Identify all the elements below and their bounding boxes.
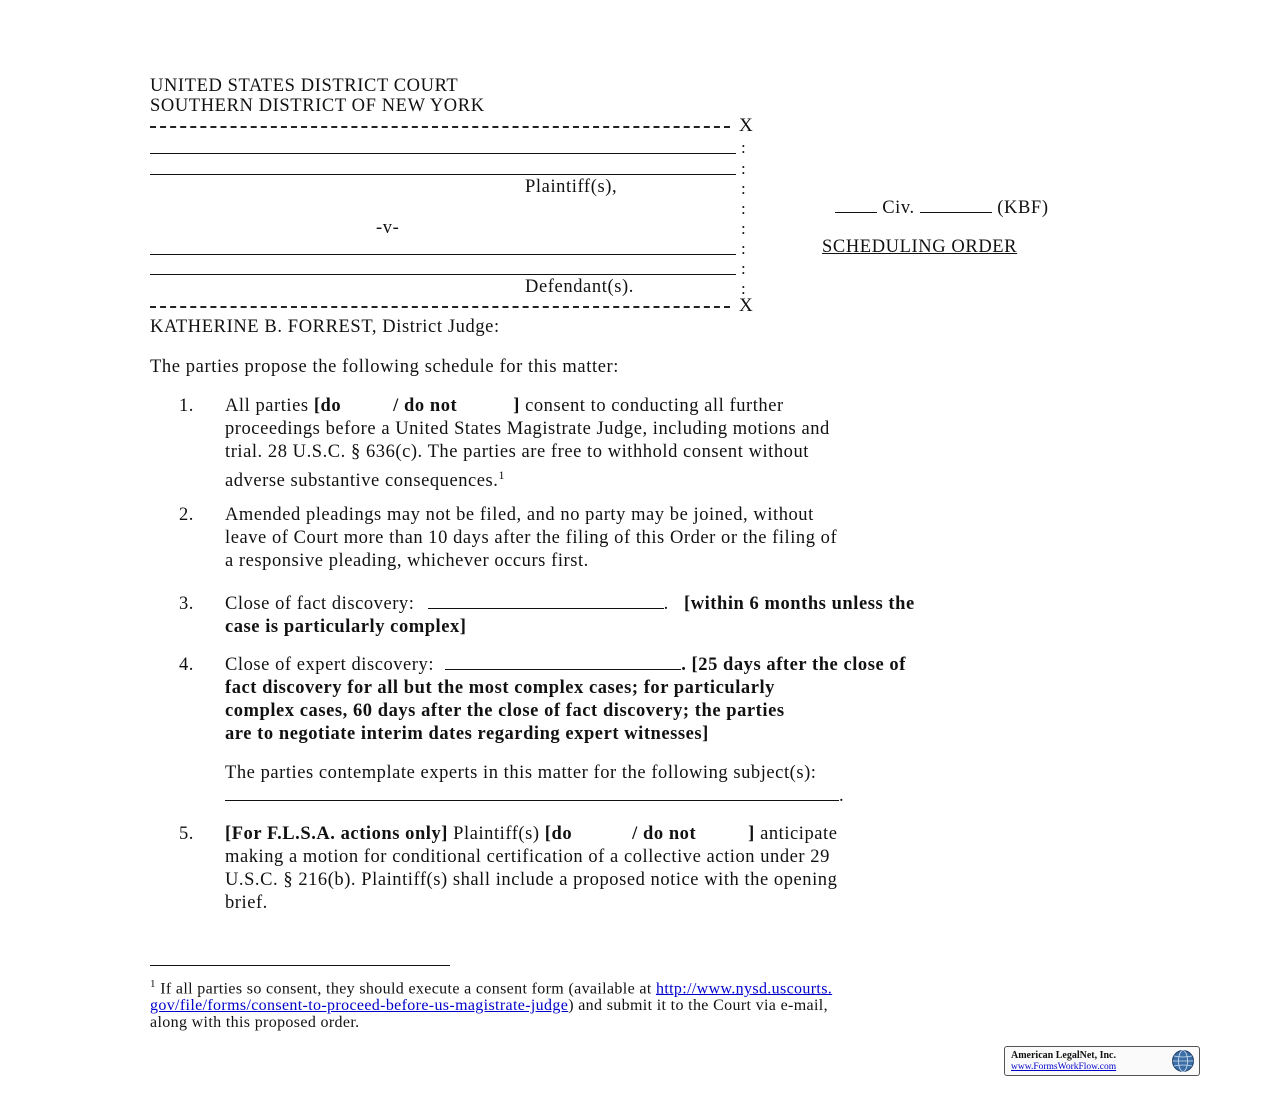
expert-discovery-date-blank[interactable] xyxy=(445,655,681,670)
item-4-note-2: fact discovery for all but the most complex cases; for particularly xyxy=(225,678,775,698)
caption-colon: : xyxy=(741,199,746,218)
item-1-consent xyxy=(225,395,1125,493)
footnote-text: If all parties so consent, they should execute a consent form (available at xyxy=(155,980,656,998)
caption-bottom-x: X xyxy=(739,295,753,316)
footnote-text-end: along with this proposed order. xyxy=(150,1014,360,1032)
item-4-note-3: complex cases, 60 days after the close of fact discovery; the parties xyxy=(225,701,785,721)
experts-subject-blank[interactable] xyxy=(225,786,839,801)
item-4-expert-discovery xyxy=(225,654,1125,746)
item-1-do-option[interactable]: [do xyxy=(313,396,342,416)
item-4-note-4: are to negotiate interim dates regarding expert witnesses] xyxy=(225,724,709,744)
footnote-ref[interactable]: 1 xyxy=(498,468,506,482)
intro-sentence: The parties propose the following schedule for this matter: xyxy=(150,357,620,377)
caption-colon: : xyxy=(741,179,746,198)
item-4-note: . [25 days after the close of xyxy=(681,655,906,675)
court-district: SOUTHERN DISTRICT OF NEW YORK xyxy=(150,96,485,116)
caption-colon: : xyxy=(741,138,746,157)
consent-form-link[interactable]: http://www.nysd.uscourts. xyxy=(655,980,833,998)
item-number: 3. xyxy=(179,594,194,614)
item-number: 5. xyxy=(179,824,194,844)
plaintiff-name-line-1 xyxy=(150,153,736,154)
globe-icon xyxy=(1171,1049,1195,1073)
item-2-line-3: a responsive pleading, whichever occurs first. xyxy=(225,551,589,571)
judge-initials: (KBF) xyxy=(997,198,1049,218)
caption-colon: : xyxy=(741,219,746,238)
item-1-line-4: adverse substantive consequences. xyxy=(225,471,499,492)
item-5-bracket: ] xyxy=(748,824,755,844)
item-1-line-3: trial. 28 U.S.C. § 636(c). The parties are free to withhold consent without xyxy=(225,442,809,462)
judge-line: KATHERINE B. FORREST, District Judge: xyxy=(150,317,500,337)
footnote-text: ) and submit it to the Court via e-mail, xyxy=(568,997,828,1015)
item-1-bracket: ] xyxy=(513,396,520,416)
legalnet-badge[interactable] xyxy=(1004,1046,1200,1076)
item-3-label: Close of fact discovery: xyxy=(225,594,415,614)
footnote-mark: 1 xyxy=(150,978,156,990)
defendant-label: Defendant(s). xyxy=(525,277,634,297)
item-5-line-4: brief. xyxy=(225,893,268,913)
item-5-lead: [For F.L.S.A. actions only] xyxy=(225,824,448,844)
item-5-text: Plaintiff(s) xyxy=(448,824,545,844)
court-name: UNITED STATES DISTRICT COURT xyxy=(150,76,459,96)
caption-top-x: X xyxy=(739,115,753,136)
fact-discovery-date-blank[interactable] xyxy=(428,594,664,609)
caption-colon: : xyxy=(741,159,746,178)
consent-form-link-continued[interactable]: gov/file/forms/consent-to-proceed-before-us-magistrate-judge xyxy=(150,997,569,1015)
civ-number-field[interactable] xyxy=(835,198,1049,218)
item-5-donot-option[interactable]: / do not xyxy=(632,824,697,844)
caption-top-dashes xyxy=(150,126,730,128)
badge-company: American LegalNet, Inc. xyxy=(1011,1050,1116,1061)
item-2-line-2: leave of Court more than 10 days after the filing of this Order or the filing of xyxy=(225,528,838,548)
defendant-name-line-1 xyxy=(150,254,736,255)
plaintiff-label: Plaintiff(s), xyxy=(525,177,618,197)
item-4-label: Close of expert discovery: xyxy=(225,655,435,675)
item-1-text: consent to conducting all further xyxy=(519,396,784,416)
caption-colon: : xyxy=(741,279,746,298)
item-number: 2. xyxy=(179,505,194,525)
item-2-amended-pleadings xyxy=(225,504,1125,573)
experts-subject-field[interactable] xyxy=(225,785,844,808)
civ-label: Civ. xyxy=(882,198,915,218)
footnote-separator xyxy=(150,965,450,966)
item-1-text: All parties xyxy=(225,396,314,416)
defendant-name-line-2 xyxy=(150,274,736,275)
badge-url[interactable]: www.FormsWorkFlow.com xyxy=(1011,1062,1117,1072)
caption-bottom-dashes xyxy=(150,306,730,308)
versus-label: -v- xyxy=(376,218,400,238)
footnote xyxy=(150,976,1130,1031)
item-1-line-2: proceedings before a United States Magistrate Judge, including motions and xyxy=(225,419,830,439)
item-5-text: anticipate xyxy=(754,824,838,844)
item-5-do-option[interactable]: [do xyxy=(544,824,573,844)
item-3-fact-discovery: Close of fact discovery: . [within 6 months unless the case is particularly complex] xyxy=(225,594,915,637)
experts-period: . xyxy=(839,786,844,806)
plaintiff-name-line-2 xyxy=(150,174,736,175)
item-5-line-3: U.S.C. § 216(b). Plaintiff(s) shall include a proposed notice with the opening xyxy=(225,870,838,890)
item-number: 1. xyxy=(179,396,194,416)
item-2-line-1: Amended pleadings may not be filed, and no party may be joined, without xyxy=(225,505,814,525)
experts-subject-sentence: The parties contemplate experts in this matter for the following subject(s): xyxy=(225,763,817,783)
item-3-note-2: case is particularly complex] xyxy=(225,617,467,637)
item-number: 4. xyxy=(179,655,194,675)
civ-number-blank[interactable] xyxy=(920,198,992,213)
civ-year-blank[interactable] xyxy=(835,198,877,213)
item-3-note: [within 6 months unless the xyxy=(683,594,915,614)
item-1-donot-option[interactable]: / do not xyxy=(393,396,458,416)
caption-colon: : xyxy=(741,259,746,278)
item-5-flsa xyxy=(225,823,1125,915)
order-title: SCHEDULING ORDER xyxy=(822,237,1018,257)
item-5-line-2: making a motion for conditional certification of a collective action under 29 xyxy=(225,847,830,867)
caption-colon: : xyxy=(741,239,746,258)
